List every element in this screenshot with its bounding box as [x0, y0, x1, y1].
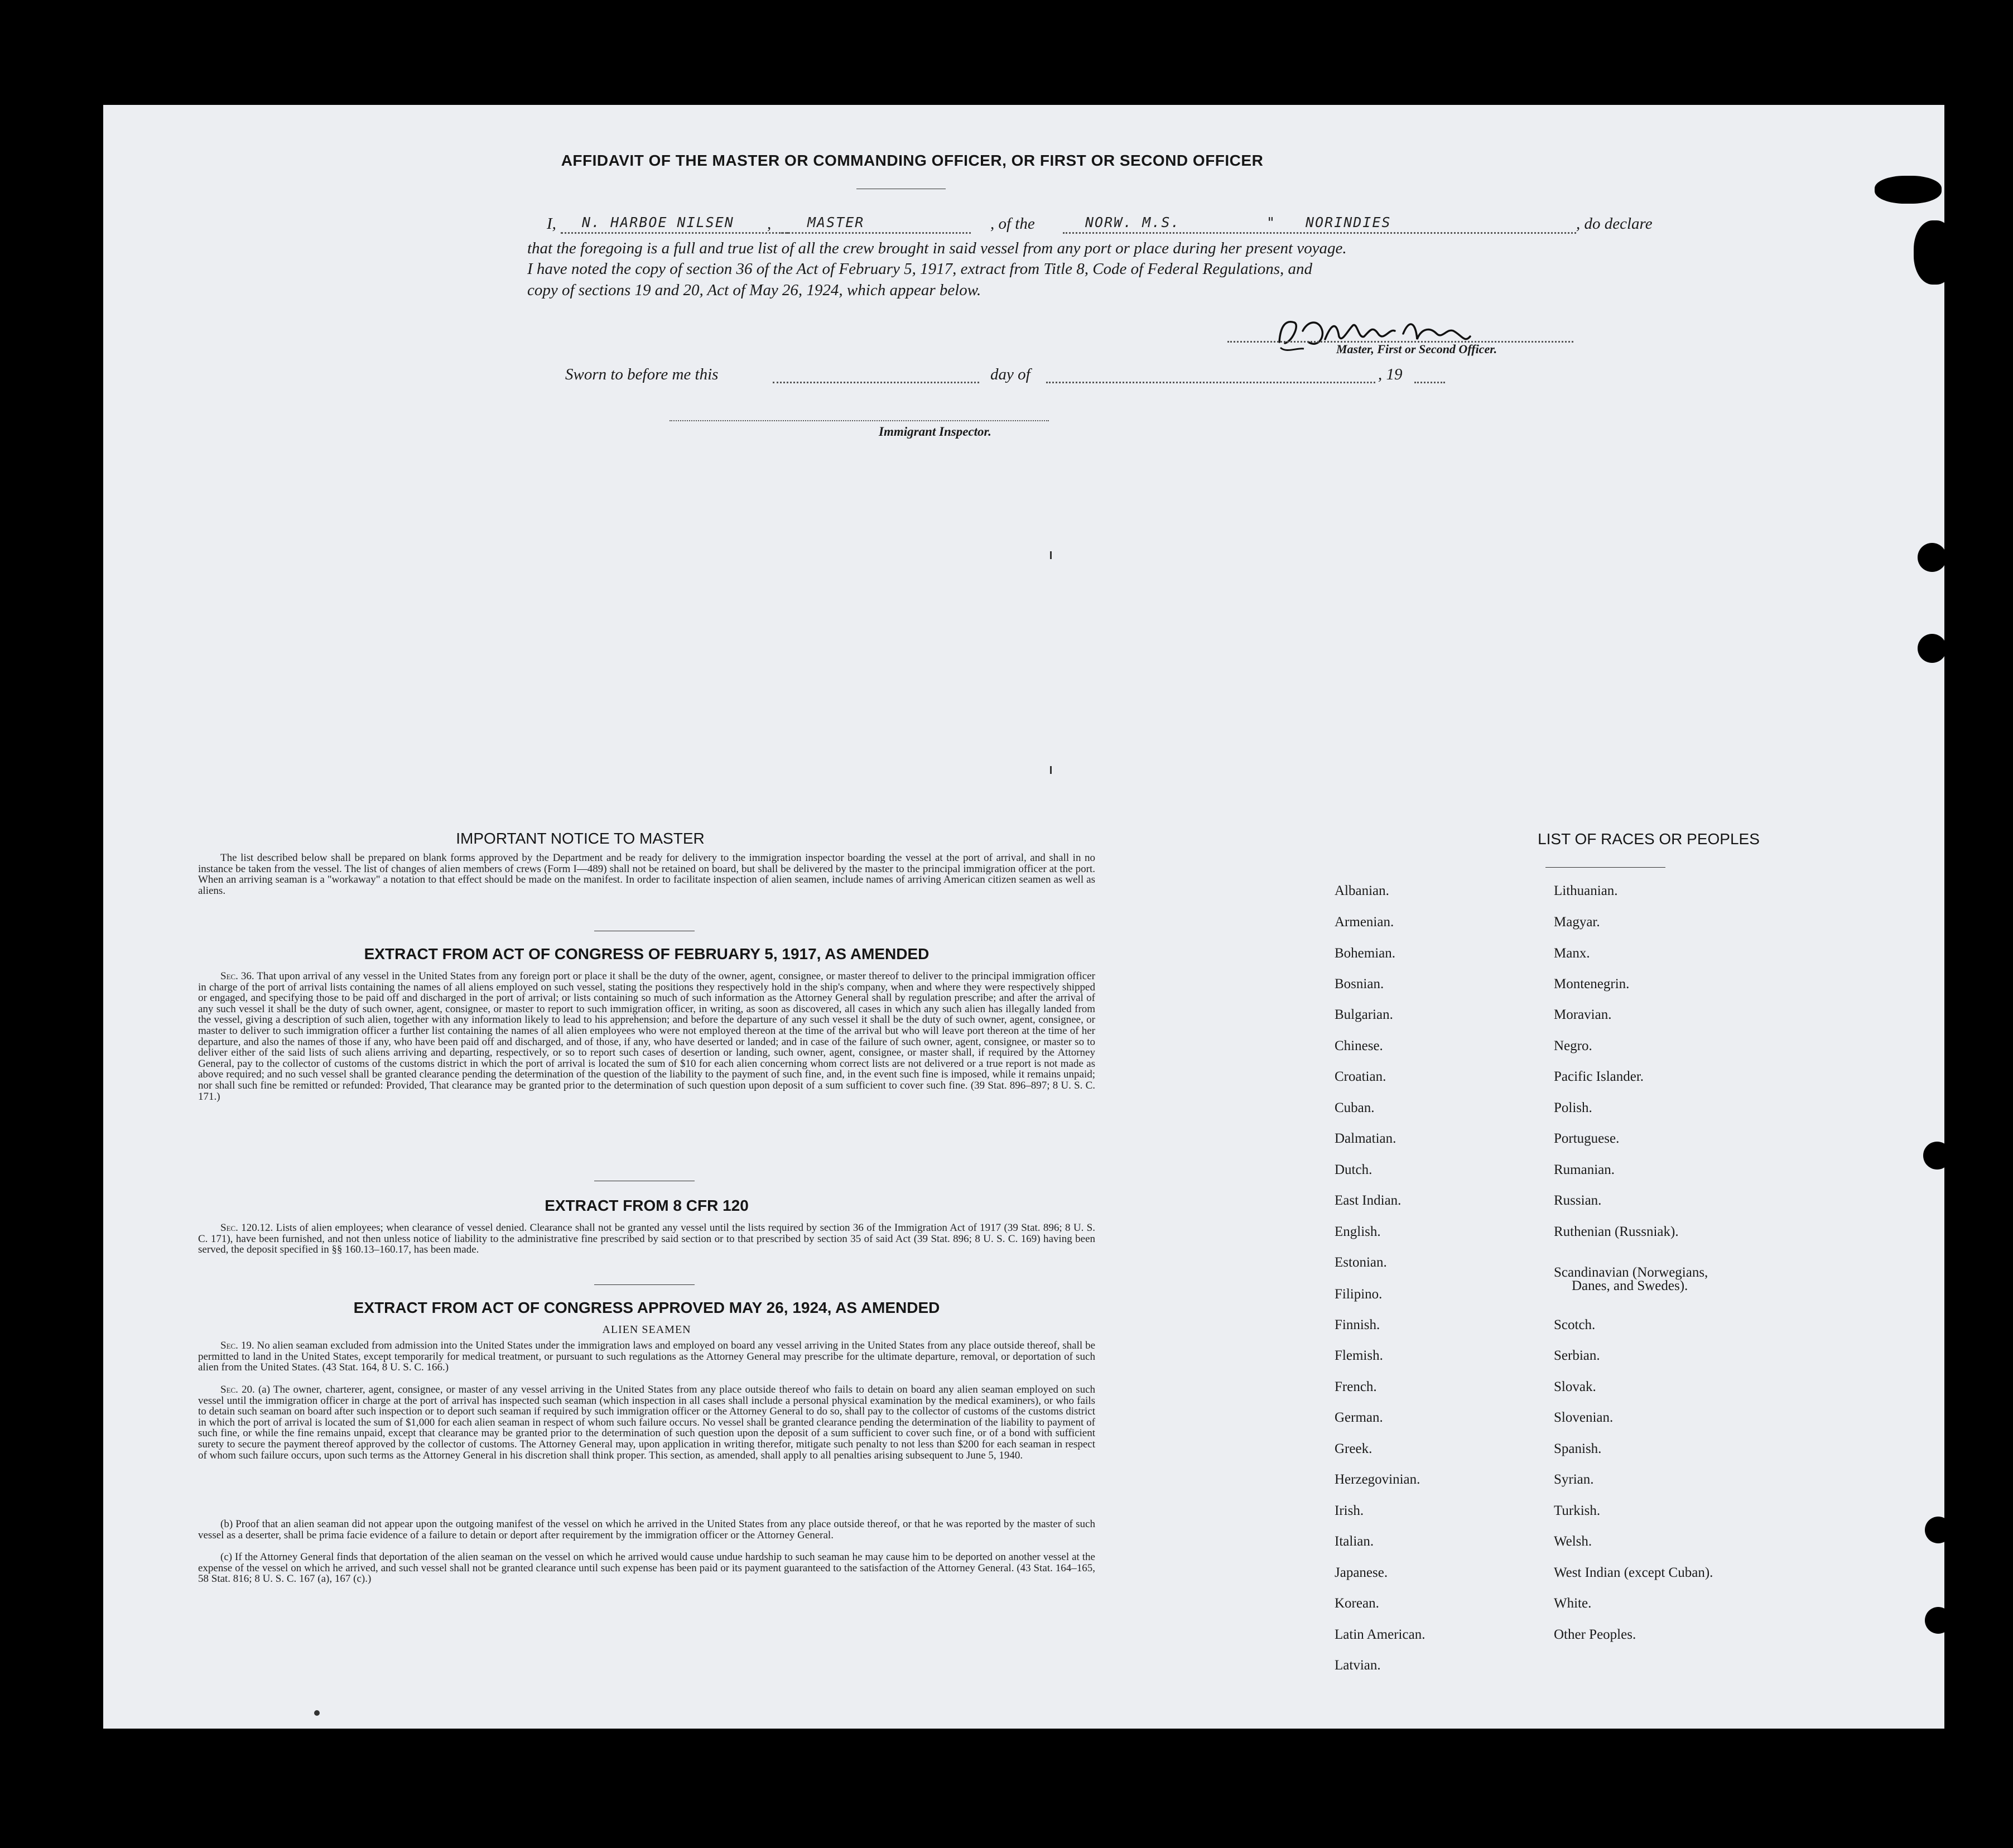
sec-19-text: No alien seaman excluded from admission into the United States under the immigration laws and employed on board any vessel arriving in the United States from any place outside thereof, shall be permitted to land in the United States, except temporarily for medical treatment, or pursuant to such regulations as the Attorney General may prescribe for the ultimate departure, removal, or deportation of such alien from the United States. (43 Stat. 164, 8 U. S. C. 166.): [198, 1340, 1095, 1374]
race-item: Moravian.: [1554, 1007, 1612, 1022]
affidavit-line-4: copy of sections 19 and 20, Act of May 26, 1924, which appear below.: [527, 281, 981, 299]
race-item: Dutch.: [1335, 1162, 1373, 1177]
punch-hole: [1923, 1142, 1951, 1170]
race-item: Italian.: [1335, 1534, 1374, 1549]
race-item: German.: [1335, 1410, 1383, 1425]
sec-36-text: That upon arrival of any vessel in the United States from any foreign port or place it shall be the duty of the owner, agent, consignee, or master thereof to deliver to the principal immigration officer in charge of the port of arrival lists containing the names of all aliens employed on such vessel, stating the positions they respectively hold in the ship's company, when and where they were respectively shipped or engaged, and specifying those to be paid off and discharged in the port of arrival; or lists containing so much of such information as the Attorney General shall by regulation prescribe; and after the arrival of any such vessel it shall be the duty of such owner, agent, consignee, or master to report to such immigration officer, in writing, as soon as discovered, all cases in which any such alien has illegally landed from the vessel, giving a description of such alien, together with any information likely to lead to his apprehension; and before the departure of any such vessel it shall be the duty of such owner, agent, consignee, or master to deliver to such immigration officer a further list containing the names of all alien employees who were not employed thereon at the time of the arrival but who will leave port thereon at the time of her departure, and also the names of those if any, who have been paid off and discharged, and of those, if any, who have deserted or landed; and in case of the failure of such owner, agent, consignee, or master so to deliver either of the said lists of such aliens arriving and departing, respectively, or so to report such cases of desertion or landing, such owner, agent, consignee, or master shall, if required by the Attorney General, pay to the collector of customs of the customs district in which the port of arrival is located the sum of $10 for each alien concerning whom correct lists are not delivered or a true report is not made as above required; and no such vessel shall be granted clearance pending the determination of the question of the liability to the payment of such fine, and, in the event such fine is imposed, while it remains unpaid; nor shall such fine be remitted or refunded: Provided, That clearance may be granted prior to the determination of such question upon deposit of a sum sufficient to cover such fine. (39 Stat. 896–897; 8 U. S. C. 171.): [198, 970, 1095, 1103]
race-item: Welsh.: [1554, 1534, 1592, 1549]
race-item: Cuban.: [1335, 1100, 1375, 1115]
race-item: Latvian.: [1335, 1658, 1381, 1673]
sec-20-label: Sec. 20.: [220, 1384, 255, 1395]
race-item: Pacific Islander.: [1554, 1069, 1644, 1084]
race-item: French.: [1335, 1379, 1377, 1394]
inspector-label: Immigrant Inspector.: [879, 425, 991, 439]
race-item: Japanese.: [1335, 1565, 1388, 1580]
race-item: Ruthenian (Russniak).: [1554, 1224, 1679, 1239]
race-item: Danes, and Swedes).: [1572, 1278, 1688, 1293]
master-title: MASTER: [807, 214, 865, 230]
affidavit-line-3: I have noted the copy of section 36 of the Act of February 5, 1917, extract from Title 8, Code of Federal Regulations, and: [527, 260, 1313, 278]
race-item: Bulgarian.: [1335, 1007, 1393, 1022]
race-item: Irish.: [1335, 1503, 1364, 1518]
scan-mark: [314, 1710, 320, 1716]
document-page: [103, 105, 1944, 1729]
race-item: Syrian.: [1554, 1472, 1594, 1487]
scan-mark: [1050, 551, 1052, 559]
sworn-label: Sworn to before me this: [565, 365, 719, 383]
race-item: Greek.: [1335, 1441, 1373, 1456]
race-item: Flemish.: [1335, 1348, 1383, 1363]
vessel-quote: ": [1266, 214, 1277, 230]
race-item: Serbian.: [1554, 1348, 1600, 1363]
sec-120-label: Sec. 120.12.: [220, 1222, 273, 1234]
race-item: Korean.: [1335, 1596, 1379, 1611]
race-item: East Indian.: [1335, 1193, 1402, 1208]
sec-20a-text: (a) The owner, charterer, agent, consignee, or master of any vessel arriving in the United States from any place outside thereof who fails to detain on board any alien seaman employed on such vessel until the immigration officer in charge at the port of arrival has inspected such seaman (which inspection in all cases shall include a personal physical examination by the medical examiners), or who fails to detain such seaman on board after such inspection or to deport such seaman if required by such immigration officer or the Attorney General to do so, shall pay to the collector of customs of the customs district in which the port of arrival is located the sum of $1,000 for each alien seaman in respect of whom such failure occurs. No vessel shall be granted clearance pending the determination of the liability to payment of such fine, or while the fine remains unpaid, except that clearance may be granted prior to the determination of such question upon the deposit of a sum sufficient to cover such fine, or of a bond with sufficient surety to secure the payment thereof approved by the collector of customs. The Attorney General may, upon application in writing therefor, mitigate such penalty to not less than $200 for each seaman in respect of whom such failure occurs, upon such terms as the Attorney General in his discretion shall think proper. This section, as amended, shall apply to all penalties arising subsequent to June 5, 1940.: [198, 1384, 1096, 1461]
races-right-column: [103, 105, 1944, 1729]
race-item: Herzegovinian.: [1335, 1472, 1420, 1487]
race-item: Filipino.: [1335, 1287, 1383, 1302]
race-item: Latin American.: [1335, 1627, 1426, 1642]
race-item: Lithuanian.: [1554, 883, 1618, 898]
race-item: Albanian.: [1335, 883, 1389, 898]
punch-hole: [1918, 543, 1947, 572]
day-of-label: day of: [990, 365, 1030, 383]
notice-body: The list described below shall be prepared on blank forms approved by the Department and be ready for delivery to the immigration inspector boarding the vessel at the port of arrival, and shall in no instance be taken from the vessel. The list of changes of alien members of crews (Form I—489) shall not be retained on board, but shall be delivered by the master to the principal immigration officer at the port. When an arriving seaman is a "workaway" a notation to that effect should be made on the manifest. In order to facilitate inspection of alien seamen, include names of arriving American citizen seamen as well as aliens.: [198, 852, 1095, 897]
race-item: Magyar.: [1554, 915, 1600, 930]
sec-19-label: Sec. 19.: [220, 1340, 254, 1351]
sec-120-text: Lists of alien employees; when clearance of vessel denied. Clearance shall not be granted any vessel until the lists required by section 36 of the Immigration Act of 1917 (39 Stat. 896; 8 U. S. C. 171), have been furnished, and not then unless notice of liability to the administrative fine prescribed by said section or to that prescribed by section 35 of said Act (39 Stat. 896; 8 U. S. C. 169) having been served, the deposit specified in §§ 160.13–160.17, has been made.: [198, 1222, 1096, 1256]
ink-blot: [1875, 176, 1942, 204]
race-item: Manx.: [1554, 946, 1590, 961]
sec-36-label: Sec. 36.: [220, 970, 254, 982]
race-item: Bohemian.: [1335, 946, 1396, 961]
race-item: West Indian (except Cuban).: [1554, 1565, 1713, 1580]
sec-20c-body: (c) If the Attorney General finds that deportation of the alien seaman on the vessel on which he arrived would cause undue hardship to such seaman he may cause him to be deported on another vessel at the expense of the vessel on which he arrived, and such vessel shall not be granted clearance until such expense has been paid or its payment guaranteed to the satisfaction of the Attorney General. (43 Stat. 164–165, 58 Stat. 816; 8 U. S. C. 167 (a), 167 (c).): [198, 1551, 1095, 1585]
race-item: Slovenian.: [1554, 1410, 1614, 1425]
vessel-name: NORINDIES: [1306, 214, 1391, 230]
punch-hole: [1925, 1607, 1952, 1634]
punch-hole: [1918, 634, 1947, 663]
scan-mark: [1050, 766, 1052, 774]
extract-1924-title: EXTRACT FROM ACT OF CONGRESS APPROVED MAY 26, 1924, AS AMENDED: [353, 1299, 940, 1316]
do-declare-label: , do declare: [1576, 215, 1653, 233]
race-item: Other Peoples.: [1554, 1627, 1636, 1642]
of-the-label: , of the: [990, 215, 1035, 233]
race-item: Slovak.: [1554, 1379, 1596, 1394]
race-item: Scandinavian (Norwegians,: [1554, 1265, 1708, 1280]
race-item: Polish.: [1554, 1100, 1592, 1115]
vessel-prefix: NORW. M.S.: [1085, 214, 1181, 230]
extract-1924-subtitle: ALIEN SEAMEN: [602, 1324, 691, 1336]
race-item: Dalmatian.: [1335, 1131, 1396, 1146]
notice-title: IMPORTANT NOTICE TO MASTER: [456, 830, 705, 847]
race-item: Negro.: [1554, 1038, 1592, 1053]
extract-1917-title: EXTRACT FROM ACT OF CONGRESS OF FEBRUARY 5, 1917, AS AMENDED: [364, 945, 930, 963]
race-item: Croatian.: [1335, 1069, 1386, 1084]
race-item: Rumanian.: [1554, 1162, 1615, 1177]
affidavit-line-2: that the foregoing is a full and true list of all the crew brought in said vessel from any port or place during her present voyage.: [527, 239, 1347, 257]
race-item: Portuguese.: [1554, 1131, 1620, 1146]
race-item: English.: [1335, 1224, 1381, 1239]
sec-20b-body: (b) Proof that an alien seaman did not appear upon the outgoing manifest of the vessel on which he arrived in the United States from any place outside thereof, or that he was reported by the master of such vessel as a deserter, shall be prima facie evidence of a failure to detain or deport after requirement by the immigration officer or the Attorney General.: [198, 1518, 1095, 1541]
race-item: Turkish.: [1554, 1503, 1601, 1518]
race-item: Armenian.: [1335, 915, 1394, 930]
comma: ,: [767, 215, 772, 233]
master-name: N. HARBOE NILSEN: [582, 214, 734, 230]
race-item: Spanish.: [1554, 1441, 1602, 1456]
races-title: LIST OF RACES OR PEOPLES: [1538, 830, 1760, 848]
signature-label: Master, First or Second Officer.: [1336, 342, 1497, 356]
race-item: Bosnian.: [1335, 976, 1384, 992]
affidavit-title: AFFIDAVIT OF THE MASTER OR COMMANDING OFFICER, OR FIRST OR SECOND OFFICER: [561, 152, 1264, 169]
race-item: Montenegrin.: [1554, 976, 1630, 992]
year-label: , 19: [1378, 365, 1403, 383]
race-item: Finnish.: [1335, 1317, 1380, 1332]
ink-blot: [1914, 220, 1956, 285]
race-item: Chinese.: [1335, 1038, 1383, 1053]
punch-hole: [1925, 1517, 1952, 1543]
affidavit-i-label: I,: [547, 215, 556, 233]
race-item: Estonian.: [1335, 1255, 1387, 1270]
extract-cfr-title: EXTRACT FROM 8 CFR 120: [545, 1197, 749, 1214]
race-item: Russian.: [1554, 1193, 1602, 1208]
race-item: Scotch.: [1554, 1317, 1596, 1332]
race-item: White.: [1554, 1596, 1592, 1611]
